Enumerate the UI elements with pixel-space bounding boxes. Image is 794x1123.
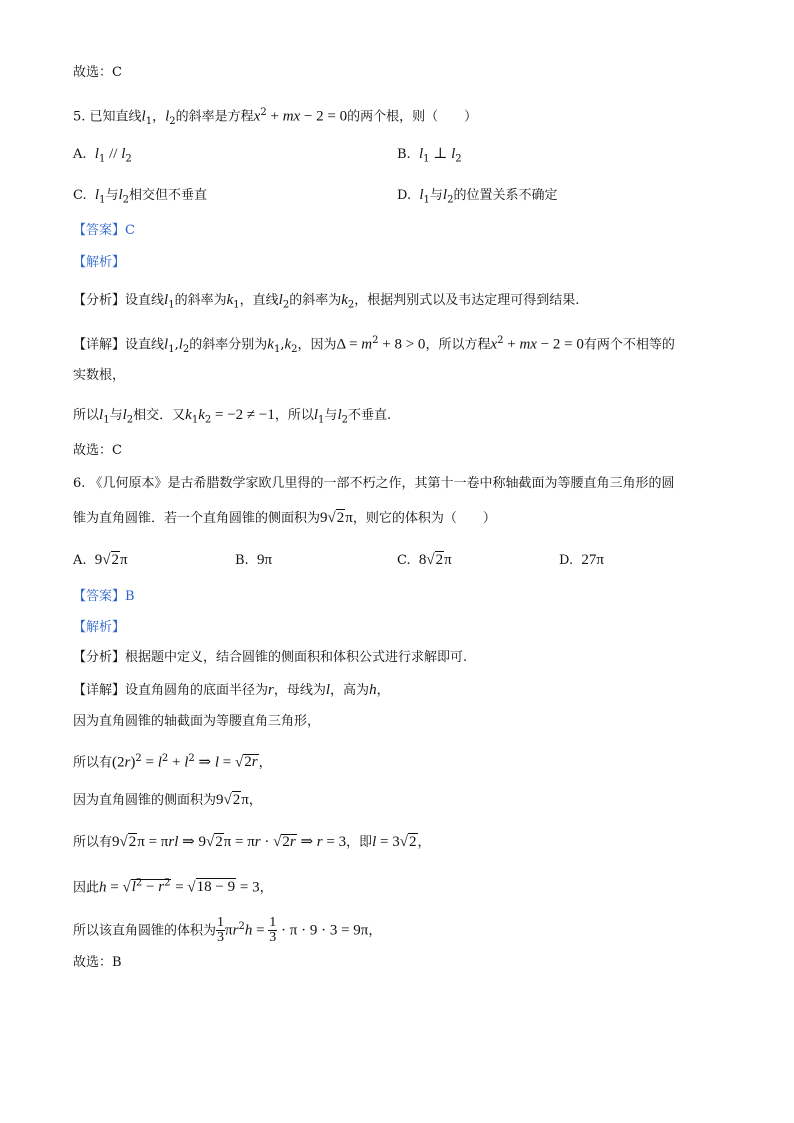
- option-6a: A. 9√2π: [73, 552, 128, 568]
- analysis-5-heading: 【解析】: [73, 255, 126, 270]
- analysis-6-heading: 【解析】: [73, 620, 126, 635]
- question-5-stem: 5. 已知直线$l_1$，$l_2$的斜率是方程$x^2$ + mx − 2 = 0的两个根，则（ ）: [73, 107, 478, 127]
- option-b: B. $l_1$ ⊥ $l_2$: [397, 146, 462, 165]
- detail-6-line6: 因此$h = √l^2 - r^2 = √18 - 9 = 3$，: [73, 878, 273, 896]
- answer-line-4: 故选：C: [73, 65, 122, 80]
- analysis-6-summary: 【分析】根据题中定义，结合圆锥的侧面积和体积公式进行求解即可.: [73, 650, 468, 665]
- detail-5-line2: 实数根，: [73, 368, 126, 383]
- detail-5-line1: 【详解】设直线$l_1,l_2$的斜率分别为$k_1,k_2$，因为$\Delta = m^2 + 8 > 0$，所以方程$x^2$ + mx − 2 = 0有两个不相等的: [73, 335, 675, 355]
- option-a: A. $l_1 // l_2$: [73, 146, 132, 165]
- detail-6-line4: 因为直角圆锥的侧面积为9√2π，: [73, 792, 262, 808]
- option-6d: D. 27π: [559, 552, 604, 568]
- answer-5: 【答案】C: [73, 223, 135, 238]
- option-c: C. $l_1$与$l_2$相交但不垂直: [73, 187, 208, 206]
- answer-6: 【答案】B: [73, 589, 135, 604]
- option-6c: C. 8√2π: [397, 552, 452, 568]
- detail-6-line3: 所以有$(2r)^2 = l^2 + l^2$ ⇒ l = √2r，: [73, 753, 272, 771]
- option-6b: B. 9π: [235, 552, 273, 568]
- option-d: D. $l_1$与$l_2$的位置关系不确定: [397, 187, 558, 206]
- detail-6-line1: 【详解】设直角圆角的底面半径为r，母线为l，高为h，: [73, 682, 390, 698]
- choice-5: 故选：C: [73, 443, 122, 458]
- analysis-5-summary: 【分析】设直线$l_1$的斜率为$k_1$，直线$l_2$的斜率为$k_2$，根据判别式以及韦达定理可得到结果.: [73, 292, 580, 311]
- question-6-stem-2: 锥为直角圆锥．若一个直角圆锥的侧面积为9√2π，则它的体积为（ ）: [73, 510, 496, 526]
- detail-6-line2: 因为直角圆锥的轴截面为等腰直角三角形，: [73, 714, 321, 729]
- choice-6: 故选：B: [73, 955, 122, 970]
- detail-5-line3: 所以$l_1$与$l_2$相交．又$k_1k_2 = -2 \ne -1$，所以$l_1$与$l_2$不垂直.: [73, 407, 392, 426]
- detail-6-line5: 所以有9√2π = πrl ⇒ 9√2π = πr · √2r ⇒ r = 3，即l = 3√2，: [73, 834, 431, 850]
- question-6-stem-1: 6. 《几何原本》是古希腊数学家欧几里得的一部不朽之作，其第十一卷中称轴截面为等腰直角三角形的圆: [73, 476, 675, 491]
- detail-6-line7: 所以该直角圆锥的体积为 $\frac{1}{3}$ $\pi r^2h$ = $\frac{1}{3}$ · π · 9 · 3 = 9π，: [73, 915, 382, 946]
